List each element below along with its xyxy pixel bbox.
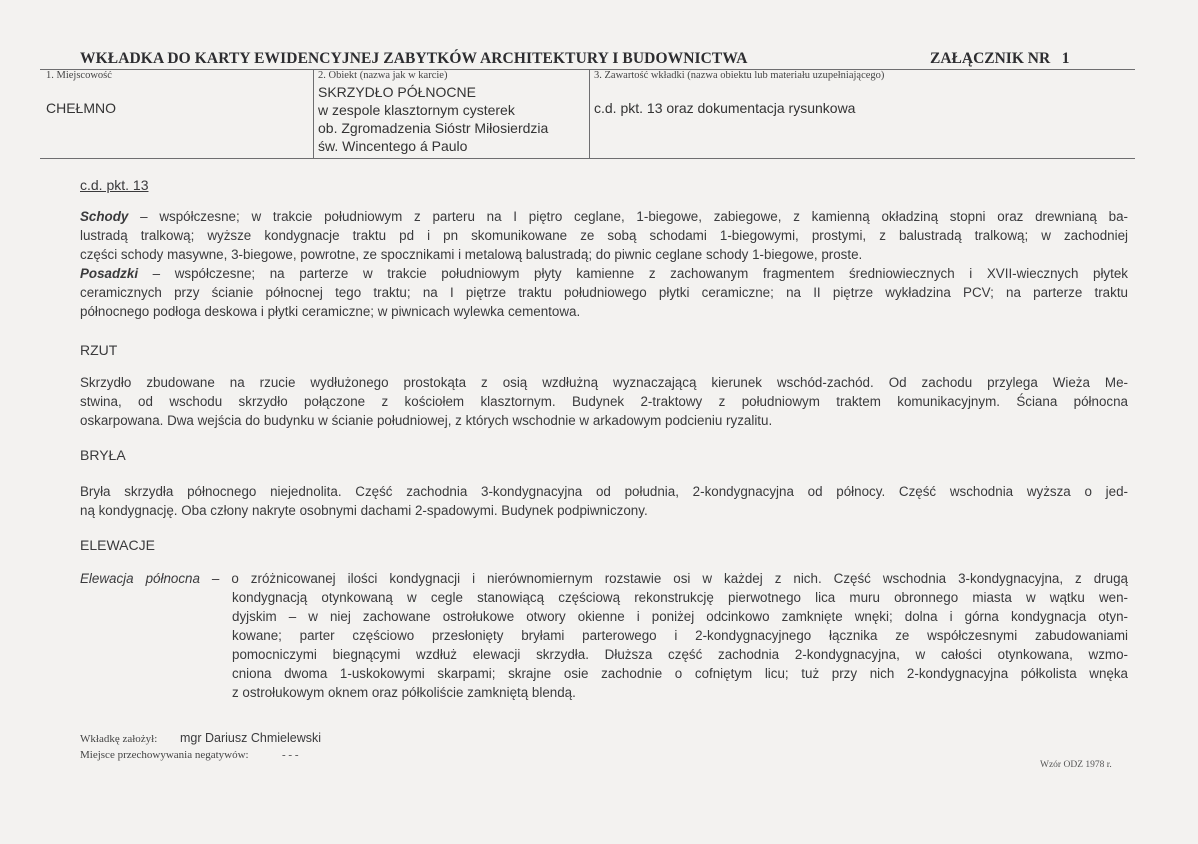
schody-text: lustradą tralkową; wyższe kondygnacje traktu pd i pn skomunikowane ze sobą schodami 1-biegowymi, prostymi, z balustradą tralkową; w zachodniej	[80, 228, 1128, 243]
elewacja-line	[232, 646, 1128, 664]
elewacja-text: dyjskim – w niej zachowane ostrołukowe otwory okienne i poniżej odcinkowo zamknięte wnęki; dolna i górna kondygnacja otyn-	[232, 609, 1128, 624]
annex-number: ZAŁĄCZNIK NR 1	[930, 50, 1070, 67]
table-divider	[589, 69, 590, 158]
elewacja-text: z ostrołukowym oknem oraz półkoliście zamkniętą blendą.	[232, 685, 576, 700]
posadzki-text: północnego podłoga deskowa i płytki ceramiczne; w piwnicach wylewka cementowa.	[80, 304, 581, 319]
field-object-label: 2. Obiekt (nazwa jak w karcie)	[318, 70, 448, 81]
posadzki-line	[80, 303, 1128, 321]
elewacja-lead: Elewacja północna	[80, 571, 200, 586]
schody-lead: Schody	[80, 209, 129, 224]
continuation-heading: c.d. pkt. 13	[80, 177, 149, 193]
field-contents-label: 3. Zawartość wkładki (nazwa obiektu lub materiału uzupełniającego)	[594, 70, 885, 81]
posadzki-line	[80, 284, 1128, 302]
section-heading-bryla: BRYŁA	[80, 447, 126, 463]
schody-line	[80, 246, 1128, 264]
bryla-text: ną kondygnację. Oba człony nakryte osobnymi dachami 2-spadowymi. Budynek podpiwniczony.	[80, 503, 648, 518]
rzut-text: Skrzydło zbudowane na rzucie wydłużonego prostokąta z osią wzdłużną wyznaczającą kierunek wschód-zachód. Od zachodu przylega Wieża Me-	[80, 375, 1128, 390]
rzut-line	[80, 393, 1128, 411]
elewacja-text: – o zróżnicowanej ilości kondygnacji i nierównomiernym rozstawie osi w każdej z nich. Część wschodnia 3-kondygnacyjna, z drugą	[199, 571, 1128, 586]
field-object-line: ob. Zgromadzenia Sióstr Miłosierdzia	[318, 120, 549, 136]
schody-line	[80, 208, 1128, 226]
author-label: Wkładkę założył:	[80, 733, 158, 745]
field-object-line: SKRZYDŁO PÓŁNOCNE	[318, 84, 476, 100]
schody-text: części schody masywne, 3-biegowe, powrotne, ze spocznikami i metalową balustradą; do piwnic ceglane schody 1-biegowe, proste.	[80, 247, 863, 262]
posadzki-text: ceramicznych przy ścianie północnej tego traktu; na I piętrze traktu południowego płytki ceramiczne; na II piętrze wykładzina PCV; na parterze traktu	[80, 285, 1128, 300]
author-value: mgr Dariusz Chmielewski	[180, 731, 321, 745]
elewacja-line	[80, 570, 1128, 588]
table-divider	[313, 69, 314, 158]
field-object-line: św. Wincentego á Paulo	[318, 138, 468, 154]
field-object-line: w zespole klasztornym cysterek	[318, 102, 515, 118]
elewacja-line	[232, 589, 1128, 607]
document-title: WKŁADKA DO KARTY EWIDENCYJNEJ ZABYTKÓW ARCHITEKTURY I BUDOWNICTWA	[80, 50, 748, 67]
rzut-text: stwina, od wschodu skrzydło połączone z kościołem klasztornym. Budynek 2-traktowy z południowym traktem komunikacyjnym. Ściana północna	[80, 394, 1128, 409]
elewacja-text: pomocniczymi biegnącymi wzdłuż elewacji skrzydła. Dłuższa część zachodnia 2-kondygnacyjna, w całości otynkowana, wzmo-	[232, 647, 1128, 662]
section-heading-rzut: RZUT	[80, 342, 118, 358]
posadzki-line	[80, 265, 1128, 283]
section-heading-elewacje: ELEWACJE	[80, 537, 155, 553]
rzut-line	[80, 412, 1128, 430]
rzut-text: oskarpowana. Dwa wejścia do budynku w ścianie południowej, z których wschodnie w arkadowym podcieniu ryzalitu.	[80, 413, 773, 428]
elewacja-text: kowane; parter częściowo przesłonięty bryłami parterowego i 2-kondygnacyjnego łącznika ze współczesnymi zabudowaniami	[232, 628, 1128, 643]
elewacja-text: kondygnacją otynkowaną w cegle stanowiącą częściową rekonstrukcję pierwotnego lica muru obronnego miasta w wątku wen-	[232, 590, 1128, 605]
elewacja-line	[232, 665, 1128, 683]
table-bottom-border	[40, 158, 1135, 159]
posadzki-lead: Posadzki	[80, 266, 139, 281]
field-place-label: 1. Miejscowość	[46, 70, 112, 81]
schody-text: – współczesne; w trakcie południowym z parteru na I piętro ceglane, 1-biegowe, zabiegowe, z kamienną okładziną stopni oraz drewnianą ba-	[128, 209, 1128, 224]
bryla-line	[80, 502, 1128, 520]
bryla-line	[80, 483, 1128, 501]
field-contents-value: c.d. pkt. 13 oraz dokumentacja rysunkowa	[594, 100, 856, 116]
elewacja-line	[232, 627, 1128, 645]
template-note: Wzór ODZ 1978 r.	[1040, 760, 1112, 770]
posadzki-text: – współczesne; na parterze w trakcie południowym płyty kamienne z zachowanym fragmentem średniowiecznych i XVII-wiecznych płytek	[138, 266, 1128, 281]
field-place-value: CHEŁMNO	[46, 100, 117, 116]
rzut-line	[80, 374, 1128, 392]
elewacja-text: cniona dwoma 1-uskokowymi skarpami; skrajne osie zachodnie o cofniętym licu; tuż przy nich 2-kondygnacyjna półkolista wnęka	[232, 666, 1128, 681]
negatives-value: - - -	[282, 749, 299, 761]
schody-line	[80, 227, 1128, 245]
negatives-label: Miejsce przechowywania negatywów:	[80, 749, 249, 761]
elewacja-line	[232, 608, 1128, 626]
table-top-border	[40, 69, 1135, 70]
bryla-text: Bryła skrzydła północnego niejednolita. Część zachodnia 3-kondygnacyjna od południa, 2-kondygnacyjna od północy. Część wschodnia wyższa o jed-	[80, 484, 1128, 499]
elewacja-line	[232, 684, 1128, 702]
